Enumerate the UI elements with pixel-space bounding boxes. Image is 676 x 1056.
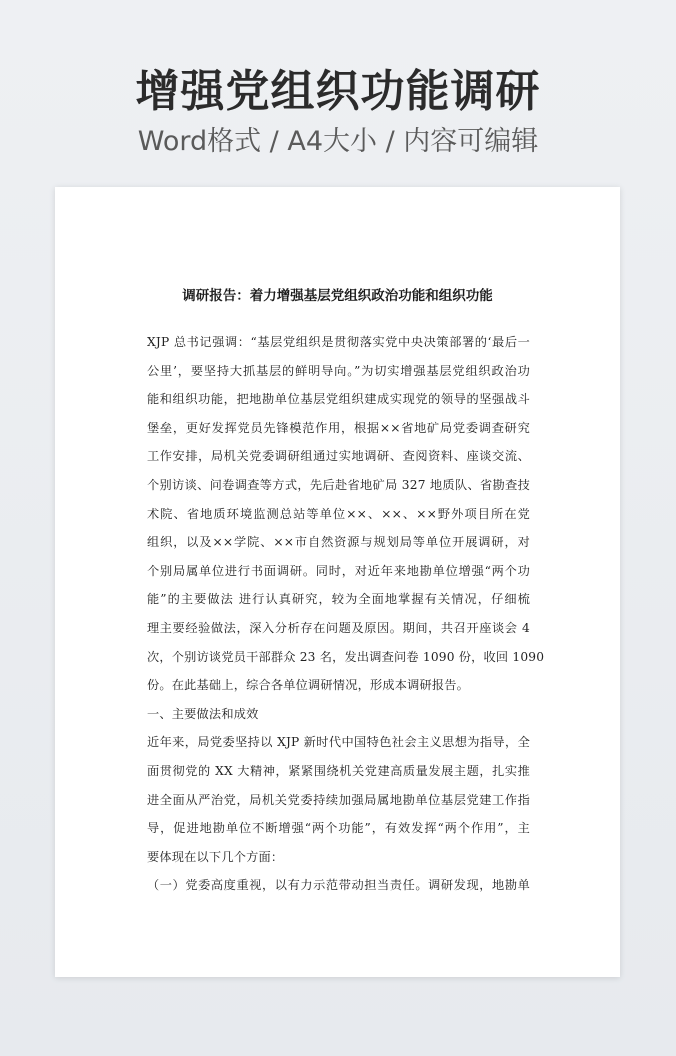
document-page [55, 187, 620, 977]
body-line: 面贯彻党的 XX 大精神，紧紧围绕机关党建高质量发展主题，扎实推 [147, 763, 530, 778]
section-heading: 一、主要做法和成效 [147, 706, 259, 721]
body-line: 组织，以及××学院、××市自然资源与规划局等单位开展调研，对 [147, 535, 530, 550]
body-line: 能和组织功能，把地勘单位基层党组织建成实现党的领导的坚强战斗 [147, 392, 530, 407]
body-line: 术院、省地质环境监测总站等单位××、××、××野外项目所在党 [147, 506, 530, 521]
body-line: 次，个别访谈党员干部群众 23 名，发出调查问卷 1090 份，收回 1090 [147, 649, 545, 664]
banner-title: 增强党组织功能调研 [135, 66, 541, 117]
body-line: 堡垒，更好发挥党员先锋模范作用，根据××省地矿局党委调查研究 [147, 420, 530, 435]
body-line: XJP 总书记强调：“基层党组织是贯彻落实党中央决策部署的‘最后一 [147, 335, 530, 349]
body-line: 能”的主要做法 进行认真研究，较为全面地掌握有关情况，仔细梳 [147, 592, 530, 607]
banner-subtitle: Word格式 / A4大小 / 内容可编辑 [137, 126, 539, 157]
body-line: 理主要经验做法，深入分析存在问题及原因。期间，共召开座谈会 4 [147, 620, 530, 635]
body-line: 工作安排，局机关党委调研组通过实地调研、查阅资料、座谈交流、 [147, 449, 530, 464]
document-body [147, 328, 545, 900]
body-line: 近年来，局党委坚持以 XJP 新时代中国特色社会主义思想为指导，全 [147, 735, 530, 750]
body-line: 个别局属单位进行书面调研。同时，对近年来地勘单位增强“两个功 [147, 563, 530, 578]
body-line: 公里’，要坚持大抓基层的鲜明导向。”为切实增强基层党组织政治功 [147, 363, 530, 378]
body-line: 进全面从严治党，局机关党委持续加强局属地勘单位基层党建工作指 [147, 792, 530, 807]
document-title: 调研报告：着力增强基层党组织政治功能和组织功能 [182, 288, 493, 304]
banner [0, 62, 676, 160]
body-line: 导，促进地勘单位不断增强“两个功能”，有效发挥“两个作用”，主 [147, 821, 530, 836]
body-line: 份。在此基础上，综合各单位调研情况，形成本调研报告。 [147, 678, 470, 693]
body-line: 要体现在以下几个方面： [147, 849, 284, 864]
body-line: 个别访谈、问卷调查等方式，先后赴省地矿局 327 地质队、省勘查技 [147, 477, 530, 492]
body-line: （一）党委高度重视，以有力示范带动担当责任。调研发现，地勘单 [147, 878, 530, 893]
